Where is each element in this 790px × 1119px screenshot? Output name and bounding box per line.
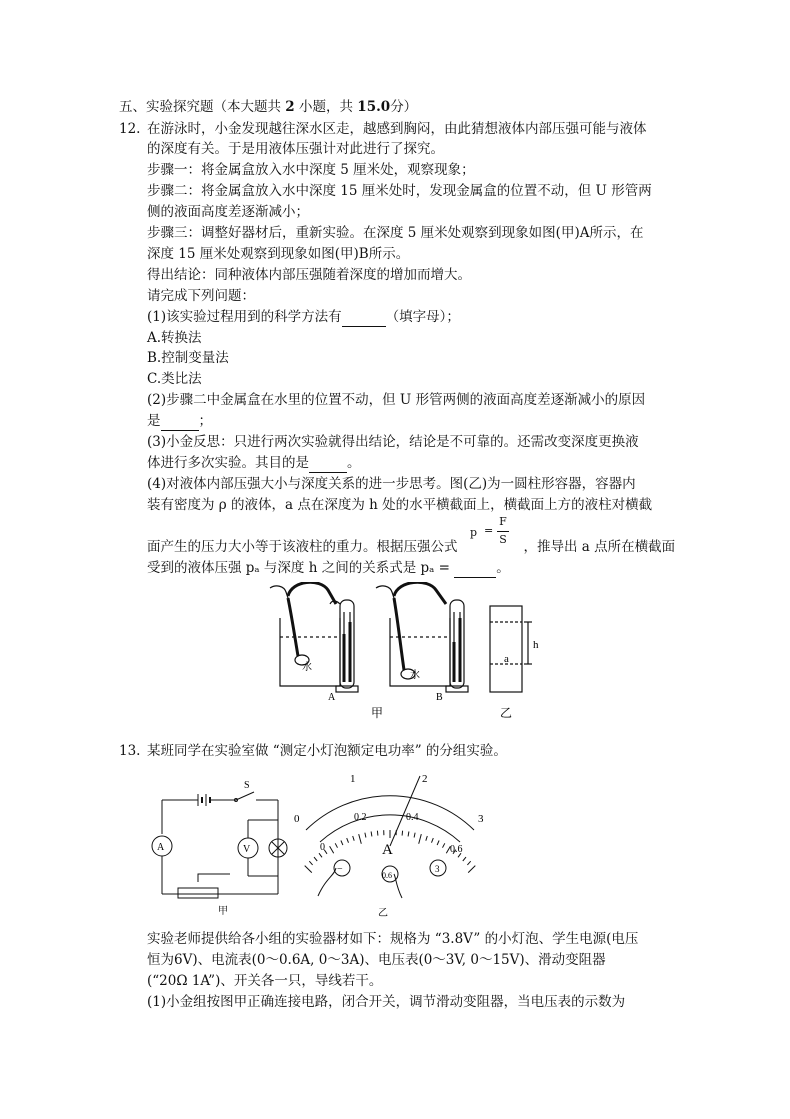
meter-label-yi: 乙 bbox=[378, 908, 388, 919]
terminal-0-6: 0.6 bbox=[382, 871, 392, 880]
dial-tick-mark bbox=[443, 843, 445, 847]
dial-tick-mark bbox=[463, 857, 466, 861]
dial-tick-mark bbox=[408, 832, 409, 837]
q12-part3a: (3)小金反思：只进行两次实验就得出结论，结论是不可靠的。还需改变深度更换液 bbox=[147, 434, 639, 450]
switch-label: S bbox=[244, 780, 250, 791]
label-b: B bbox=[436, 692, 443, 703]
formula-numerator: F bbox=[499, 515, 507, 528]
label-jia: 甲 bbox=[371, 706, 384, 720]
q12-step2a: 步骤二：将金属盒放入水中深度 15 厘米处时，发现金属盒的位置不动，但 U 形管两 bbox=[147, 183, 652, 199]
dial-tick-mark bbox=[319, 853, 322, 857]
dial-tick-mark bbox=[468, 866, 475, 873]
q13-title: 某班同学在实验室做 “测定小灯泡额定电功率” 的分组实验。 bbox=[147, 743, 507, 759]
q13-line4: (1)小金组按图甲正确连接电路，闭合开关，调节滑动变阻器，当电压表的示数为 bbox=[147, 994, 626, 1010]
q12-part3b: 体进行多次实验。其目的是 。 bbox=[147, 455, 361, 471]
answer-blank-3[interactable] bbox=[309, 454, 347, 473]
q12-part4c: 面产生的压力大小等于该液柱的重力。根据压强公式 ，推导出 a 点所在横截面 bbox=[147, 539, 676, 555]
q12-option-a: A.转换法 bbox=[147, 330, 202, 346]
q12-part4a: (4)对液体内部压强大小与深度关系的进一步思考。图(乙)为一圆柱形容器，容器内 bbox=[147, 476, 636, 492]
q12-number: 12. bbox=[119, 121, 141, 137]
q13-line3: (“20Ω 1A”)、开关各一只，导线若干。 bbox=[147, 973, 383, 989]
dial-unit-letter: A bbox=[382, 842, 393, 858]
dial-tick-mark bbox=[371, 832, 372, 837]
q13-line1: 实验老师提供给各小组的实验器材如下：规格为 “3.8V” 的小灯泡、学生电源(电压 bbox=[147, 931, 639, 947]
dial-tick-mark bbox=[330, 846, 334, 853]
answer-blank-1[interactable] bbox=[342, 308, 386, 327]
dial-bottom-tick-2: 0.4 bbox=[406, 812, 419, 823]
formula-p: p bbox=[470, 526, 478, 539]
q12-option-c: C.类比法 bbox=[147, 371, 202, 387]
terminal-3: 3 bbox=[435, 864, 440, 874]
water-label-a: 水 bbox=[302, 662, 312, 673]
voltmeter-symbol: V bbox=[243, 844, 251, 855]
dial-tick-mark bbox=[365, 833, 366, 838]
q12-part1: (1)该实验过程用到的科学方法有 （填字母）； bbox=[147, 309, 460, 325]
dial-tick-mark bbox=[467, 861, 470, 865]
q12-conclusion: 得出结论：同种液体内部压强随着深度的增加而增大。 bbox=[147, 267, 471, 283]
label-h: h bbox=[533, 639, 539, 651]
q12-line1: 在游泳时，小金发现越往深水区走，越感到胸闷，由此猜想液体内部压强可能与液体 bbox=[147, 121, 647, 137]
q12-option-b: B.控制变量法 bbox=[147, 350, 229, 366]
dial-bottom-tick-0: 0 bbox=[320, 842, 325, 853]
dial-tick-mark bbox=[414, 833, 415, 838]
dial-bottom-tick-1: 0.2 bbox=[354, 812, 367, 823]
dial-top-tick-1: 1 bbox=[350, 773, 356, 785]
circuit-diagram bbox=[152, 792, 287, 898]
dial-tick-mark bbox=[353, 836, 355, 841]
dial-top-tick-3: 3 bbox=[478, 813, 484, 825]
pressure-gauge-a bbox=[270, 582, 358, 692]
dial-tick-mark bbox=[402, 831, 403, 836]
circuit-label-jia: 甲 bbox=[218, 906, 228, 917]
water-label-b: 水 bbox=[410, 670, 420, 681]
dial-bottom-tick-3: 0.6 bbox=[450, 844, 463, 855]
section-header: 五、实验探究题（本大题共 2 小题，共 15.0分） bbox=[119, 99, 418, 115]
dial-tick-mark bbox=[309, 861, 312, 865]
dial-tick-mark bbox=[305, 866, 312, 873]
q13-figure bbox=[150, 768, 510, 920]
dial-tick-mark bbox=[419, 834, 422, 844]
q12-step1: 步骤一：将金属盒放入水中深度 5 厘米处，观察现象； bbox=[147, 162, 475, 178]
dial-tick-mark bbox=[335, 843, 337, 847]
dial-tick-mark bbox=[426, 836, 428, 841]
formula-equals: = bbox=[484, 524, 494, 537]
q12-prompt: 请完成下列问题： bbox=[147, 288, 255, 304]
label-yi: 乙 bbox=[500, 706, 513, 720]
q12-line2: 的深度有关。于是用液体压强计对此进行了探究。 bbox=[147, 141, 444, 157]
dial-tick-mark bbox=[432, 838, 434, 843]
formula-fraction-bar bbox=[497, 531, 509, 532]
pressure-gauge-b bbox=[376, 582, 468, 692]
label-point-a: a bbox=[504, 653, 509, 665]
q12-step2b: 侧的液面高度差逐渐减小； bbox=[147, 204, 309, 220]
q12-figure bbox=[258, 582, 558, 722]
q12-part4b: 装有密度为 ρ 的液体，a 点在深度为 h 处的水平横截面上，横截面上方的液柱对横截 bbox=[147, 497, 653, 513]
cylinder-container bbox=[490, 606, 532, 692]
dial-tick-mark bbox=[377, 831, 378, 836]
terminal-minus: − bbox=[337, 864, 343, 875]
dial-top-tick-0: 0 bbox=[294, 813, 300, 825]
ammeter-symbol: A bbox=[157, 842, 165, 853]
dial-tick-mark bbox=[359, 834, 362, 844]
dial-tick-mark bbox=[314, 857, 317, 861]
q12-step3b: 深度 15 厘米处观察到现象如图(甲)B所示。 bbox=[147, 246, 410, 262]
dial-tick-mark bbox=[347, 838, 349, 843]
dial-tick-mark bbox=[437, 841, 439, 846]
answer-blank-4[interactable] bbox=[454, 559, 496, 578]
q13-line2: 恒为6V)、电流表(0～0.6A, 0～3A)、电压表(0～3V, 0～15V)、滑动变阻器 bbox=[147, 952, 606, 968]
q12-step3a: 步骤三：调整好器材后，重新实验。在深度 5 厘米处观察到现象如图(甲)A所示，在 bbox=[147, 225, 644, 241]
formula-denominator: S bbox=[499, 533, 507, 546]
q12-part2b: 是 ； bbox=[147, 413, 212, 429]
q12-part2a: (2)步骤二中金属盒在水里的位置不动，但 U 形管两侧的液面高度差逐渐减小的原因 bbox=[147, 392, 646, 408]
q12-part4d: 受到的液体压强 pₐ 与深度 h 之间的关系式是 pₐ = 。 bbox=[147, 560, 510, 576]
dial-top-tick-2: 2 bbox=[422, 773, 428, 785]
label-a: A bbox=[328, 692, 336, 703]
dial-tick-mark bbox=[341, 841, 343, 846]
q13-number: 13. bbox=[119, 743, 141, 759]
answer-blank-2[interactable] bbox=[161, 412, 199, 431]
